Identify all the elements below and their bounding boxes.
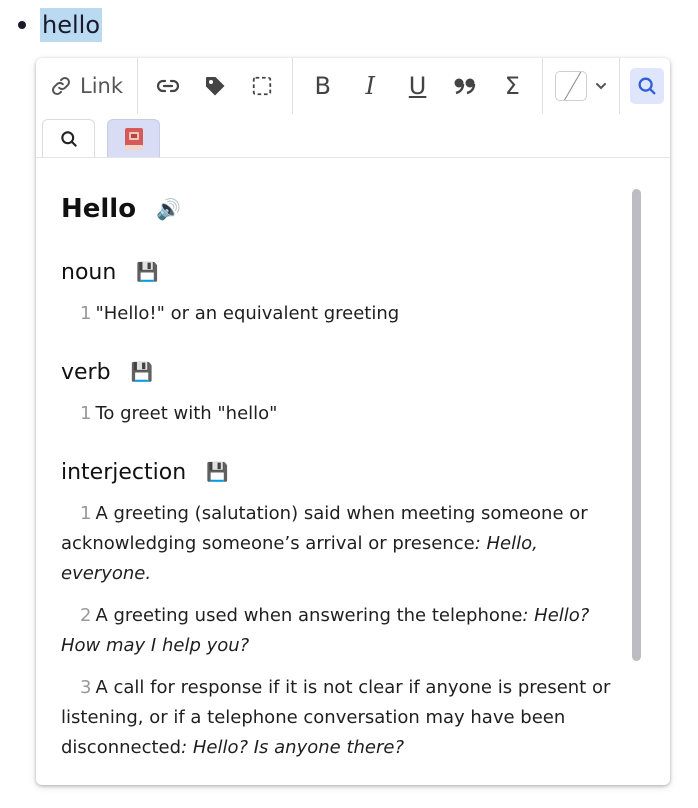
speaker-icon[interactable]: 🔊 (156, 197, 181, 221)
pos-label: noun (61, 259, 117, 285)
definition-text: "Hello!" or an equivalent greeting (95, 303, 400, 324)
pos-heading-noun (61, 255, 622, 289)
floppy-disk-icon[interactable]: 💾 (130, 361, 153, 383)
search-icon (59, 129, 79, 149)
toolbar-divider (542, 58, 543, 114)
text-color-picker[interactable] (549, 66, 613, 106)
definition-text: A greeting used when answering the telephone (95, 605, 523, 626)
floppy-disk-icon[interactable]: 💾 (206, 461, 229, 483)
bold-button[interactable]: B (314, 72, 332, 100)
chevron-down-icon (593, 78, 609, 94)
text-color-icon (555, 71, 587, 101)
definition-item (61, 601, 622, 661)
headword (61, 189, 622, 229)
toolbar-divider (292, 58, 293, 114)
scrollbar[interactable] (632, 189, 641, 661)
definition-number: 1 (80, 403, 92, 424)
toolbar-divider (619, 58, 620, 114)
pos-heading-interjection (61, 455, 622, 489)
link-icon (50, 75, 72, 97)
selected-text[interactable]: hello (40, 8, 102, 42)
tab-search[interactable] (42, 119, 95, 157)
link-button[interactable] (42, 66, 131, 106)
chain-link-icon (156, 74, 180, 98)
formula-button[interactable]: Σ (504, 72, 520, 100)
selection-popup (36, 58, 670, 785)
select-area-button[interactable] (239, 66, 286, 106)
bullet-dot (18, 21, 26, 29)
definition-item (61, 299, 622, 329)
floppy-disk-icon[interactable]: 💾 (136, 261, 159, 283)
toolbar-divider (137, 58, 138, 114)
definition-example: : Hello, everyone. (61, 533, 538, 584)
lookup-search-button[interactable] (630, 68, 664, 104)
definition-number: 1 (80, 303, 92, 324)
pos-heading-verb (61, 355, 622, 389)
search-icon (636, 75, 658, 97)
tab-dictionary[interactable] (107, 119, 160, 157)
definition-number: 3 (80, 677, 92, 698)
definition-example: : Hello? Is anyone there? (181, 737, 405, 758)
tag-icon (203, 74, 227, 98)
definition-number: 1 (80, 503, 92, 524)
definition-item (61, 399, 622, 429)
chain-link-button[interactable] (144, 66, 191, 106)
pos-label: verb (61, 359, 111, 385)
definition-text: To greet with "hello" (95, 403, 278, 424)
dictionary-content (36, 159, 670, 785)
pos-label: interjection (61, 459, 187, 485)
tag-button[interactable] (191, 66, 238, 106)
italic-button[interactable]: I (365, 72, 375, 100)
bullet-list-item (14, 8, 102, 42)
underline-button[interactable]: U (408, 72, 427, 100)
headword-text: Hello (61, 194, 137, 224)
definition-item (61, 499, 622, 589)
quote-icon (454, 77, 476, 95)
lookup-tabs (36, 114, 670, 158)
dictionary-book-icon (123, 127, 145, 151)
link-button-label: Link (80, 74, 124, 98)
definition-item (61, 673, 622, 763)
dashed-select-icon (251, 75, 273, 97)
definition-text: A call for response if it is not clear if anyone is present or listening, or if a telephone conversation may have been disconnected (61, 677, 611, 758)
definition-number: 2 (80, 605, 92, 626)
definition-text: A greeting (salutation) said when meeting someone or acknowledging someone’s arrival or presence (61, 503, 588, 554)
definition-example: : Hello? How may I help you? (61, 605, 590, 656)
formatting-toolbar (36, 58, 670, 114)
quote-button[interactable] (441, 66, 488, 106)
